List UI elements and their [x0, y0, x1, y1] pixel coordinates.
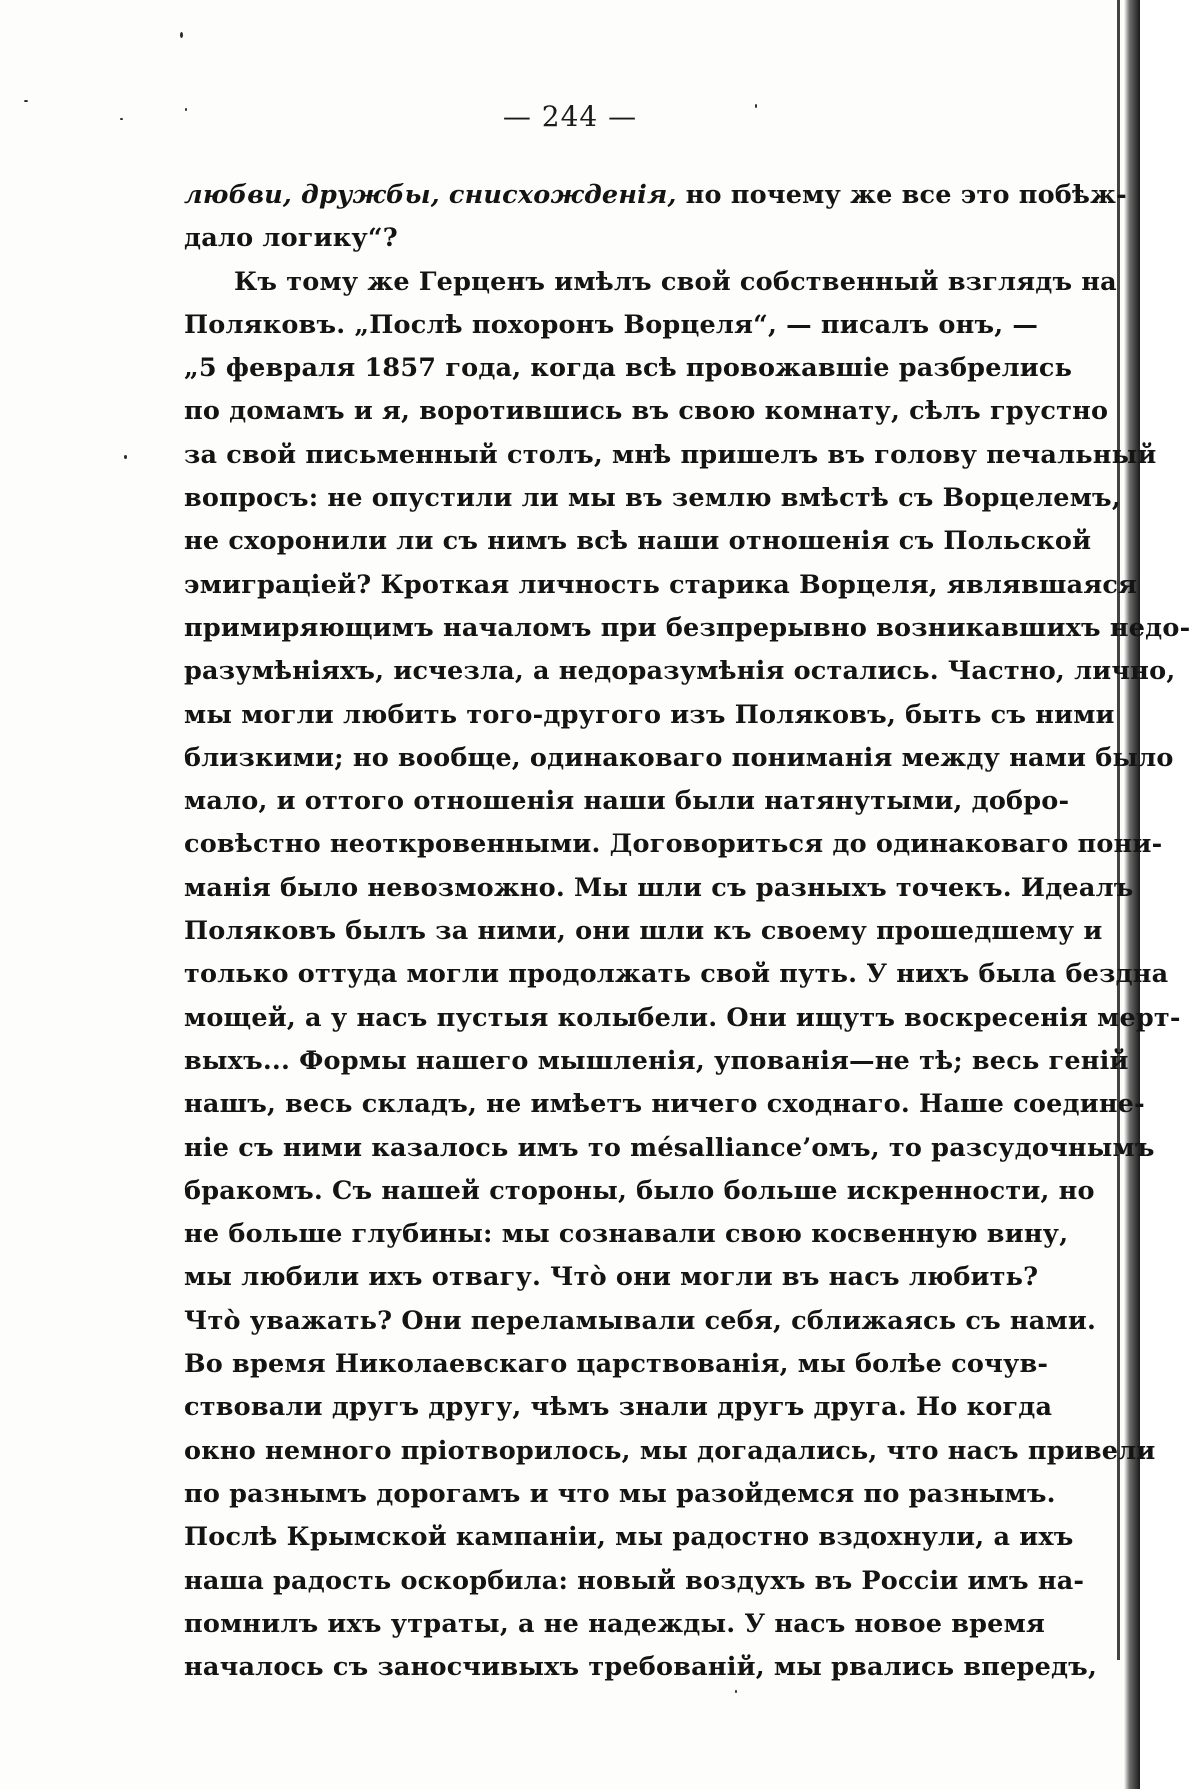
line-text: Чтò уважать? Они переламывали себя, сближаясь съ нами. — [184, 1305, 1097, 1336]
text-line — [184, 1040, 1129, 1083]
line-text: манія было невозможно. Мы шли съ разныхъ точекъ. Идеалъ — [184, 872, 1134, 903]
line-text: нашъ, весь складъ, не имѣетъ ничего сходнаго. Наше соедине- — [184, 1089, 1145, 1120]
line-text: началось съ заносчивыхъ требованій, мы рвались впередъ, — [184, 1652, 1098, 1683]
line-text: мы могли любить того-другого изъ Поляковъ, быть съ ними — [184, 699, 1115, 730]
text-line — [184, 953, 1169, 996]
line-text: только оттуда могли продолжать свой путь. У нихъ была бездна — [184, 959, 1169, 990]
line-text: мало, и оттого отношенія наши были натянутыми, добро- — [184, 786, 1070, 817]
line-text: мы любили ихъ отвагу. Чтò они могли въ насъ любить? — [184, 1262, 1039, 1293]
text-line — [184, 1430, 1156, 1473]
line-text: „5 февраля 1857 года, когда всѣ провожавшіе разбрелись — [184, 353, 1073, 384]
line-text: дало логику“? — [184, 223, 398, 254]
text-line — [184, 997, 1181, 1040]
text-line — [184, 1213, 1069, 1256]
text-line — [184, 564, 1138, 607]
line-text: разумѣніяхъ, исчезла, а недоразумѣнія остались. Частно, лично, — [184, 656, 1176, 687]
text-line — [184, 434, 1157, 477]
text-line — [184, 1560, 1085, 1603]
text-line — [184, 607, 1190, 650]
line-text: Поляковъ былъ за ними, они шли къ своему прошедшему и — [184, 916, 1103, 947]
text-line — [184, 737, 1174, 780]
text-line — [184, 1127, 1155, 1170]
line-text: окно немного пріотворилось, мы догадались, что насъ привели — [184, 1435, 1156, 1466]
text-line — [184, 1170, 1095, 1213]
line-text: совѣстно неоткровенными. Договориться до одинаковаго пони- — [184, 829, 1163, 860]
text-line — [184, 694, 1115, 737]
line-text: не больше глубины: мы сознавали свою косвенную вину, — [184, 1219, 1069, 1250]
text-line — [184, 1603, 1045, 1646]
line-text: примиряющимъ началомъ при безпрерывно возникавшихъ недо- — [184, 612, 1190, 643]
line-text: мощей, а у насъ пустыя колыбели. Они ищутъ воскресенія мерт- — [184, 1002, 1181, 1033]
line-text: ствовали другъ другу, чѣмъ знали другъ друга. Но когда — [184, 1392, 1053, 1423]
text-line — [184, 1083, 1145, 1126]
text-line — [184, 174, 1127, 217]
line-text: по разнымъ дорогамъ и что мы разойдемся по разнымъ. — [184, 1478, 1056, 1509]
line-text: по домамъ и я, воротившись въ свою комнату, сѣлъ грустно — [184, 396, 1109, 427]
italic-phrase: любви, дружбы, снисхожденія, — [184, 180, 677, 210]
text-line — [184, 477, 1121, 520]
text-line — [184, 261, 1117, 304]
line-text: близкими; но вообще, одинаковаго пониманія между нами было — [184, 742, 1174, 773]
line-text: вопросъ: не опустили ли мы въ землю вмѣстѣ съ Ворцелемъ, — [184, 483, 1121, 514]
text-line — [184, 867, 1134, 910]
text-line — [184, 347, 1073, 390]
text-line — [184, 390, 1109, 433]
line-text: эмиграціей? Кроткая личность старика Ворцеля, являвшаяся — [184, 569, 1138, 600]
line-text: Къ тому же Герценъ имѣлъ свой собственный взглядъ на — [234, 266, 1117, 297]
line-text: не схоронили ли съ нимъ всѣ наши отношенія съ Польской — [184, 526, 1092, 557]
line-text: помнилъ ихъ утраты, а не надежды. У насъ новое время — [184, 1608, 1045, 1639]
text-line — [184, 304, 1039, 347]
line-text: наша радость оскорбила: новый воздухъ въ Россіи имъ на- — [184, 1565, 1085, 1596]
line-text: Во время Николаевскаго царствованія, мы болѣе сочув- — [184, 1349, 1049, 1380]
line-text: но почему же все это побѣж- — [676, 180, 1127, 210]
line-text: Поляковъ. „Послѣ похоронъ Ворцеля“, — писалъ онъ, — — [184, 309, 1039, 340]
body-text — [184, 174, 1190, 1689]
text-line — [184, 1300, 1097, 1343]
text-line — [184, 1386, 1053, 1429]
text-line — [184, 910, 1103, 953]
text-line — [184, 823, 1163, 866]
line-text: Послѣ Крымской кампаніи, мы радостно вздохнули, а ихъ — [184, 1522, 1074, 1553]
text-line — [184, 520, 1092, 563]
line-text: выхъ... Формы нашего мышленія, упованія—не тѣ; весь геній — [184, 1045, 1129, 1076]
text-line — [184, 1343, 1049, 1386]
text-line — [184, 1646, 1098, 1689]
text-line — [184, 1473, 1056, 1516]
text-line — [184, 780, 1070, 823]
page-number: — 244 — — [502, 100, 638, 133]
text-line — [184, 650, 1176, 693]
text-line — [184, 217, 1022, 260]
text-line — [184, 1516, 1074, 1559]
line-text: ніе съ ними казалось имъ то mésalliance’омъ, то разсудочнымъ — [184, 1132, 1155, 1163]
text-line — [184, 1256, 1039, 1299]
line-text: бракомъ. Съ нашей стороны, было больше искренности, но — [184, 1175, 1095, 1206]
line-text: за свой письменный столъ, мнѣ пришелъ въ голову печальный — [184, 439, 1157, 470]
